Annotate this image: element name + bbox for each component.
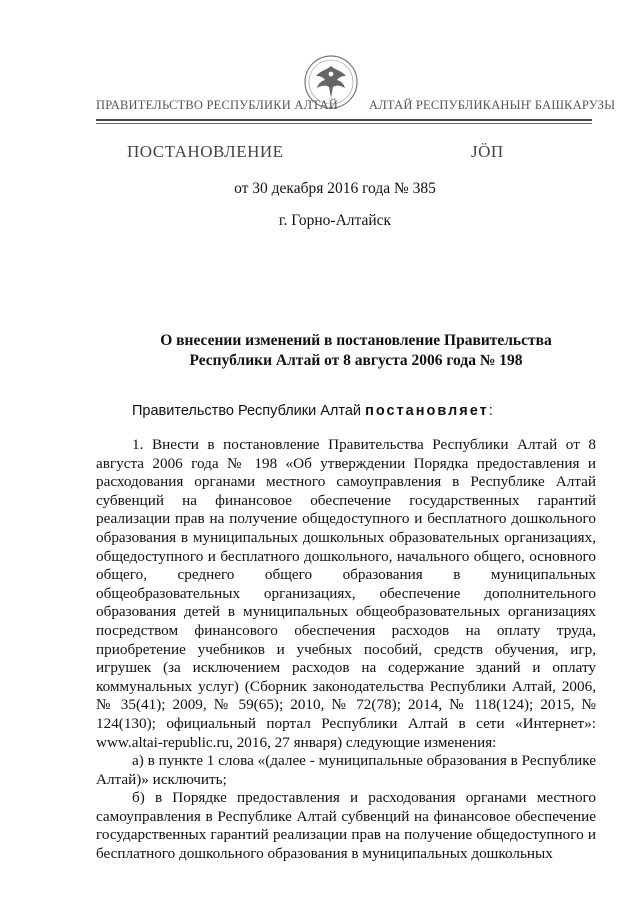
header-government-ru: ПРАВИТЕЛЬСТВО РЕСПУБЛИКИ АЛТАЙ	[96, 98, 338, 112]
paragraph-3: б) в Порядке предоставления и расходования органами местного самоуправления в Республике Алтай субвенций на финансовое обеспечение государственных гарантий реализации прав на получение общедоступного и бесплатного дошкольного образования в муниципальных дошкольных	[96, 789, 596, 863]
header-rule-thick	[96, 119, 592, 121]
preamble-end: :	[488, 403, 493, 419]
header-government-alt: АЛТАЙ РЕСПУБЛИКАНЫҤ БАШКАРУЗЫ	[369, 98, 616, 112]
document-city: г. Горно-Алтайск	[278, 212, 392, 229]
header-rule-thin	[96, 123, 592, 124]
doc-type-alt: ЈӦП	[471, 142, 504, 161]
paragraph-1: 1. Внести в постановление Правительства Республики Алтай от 8 августа 2006 года № 198 «Об утверждении Порядка предоставления и расходования органами местного самоуправления в Республике Алтай субвенций на финансовое обеспечение государственных гарантий реализации прав на получение общедоступного и бесплатного дошкольного образования в муниципальных дошкольных образовательных организациях, общедоступного и бесплатного дошкольного, начального общего, основного общего, среднего общего образования в муниципальных общеобразовательных организациях, обеспечение дополнительного образования детей в муниципальных общеобразовательных организациях посредством финансового обеспечения расходов на оплату труда, приобретение учебников и учебных пособий, средств обучения, игр, игрушек (за исключением расходов на содержание зданий и оплату коммунальных услуг) (Сборник законодательства Республики Алтай, 2006, № 35(41); 2009, № 59(65); 2010, № 72(78); 2014, № 118(124); 2015, № 124(130); официальный портал Республики Алтай в сети «Интернет»: www.altai-republic.ru, 2016, 27 января) следующие изменения:	[96, 436, 596, 751]
preamble-lead: Правительство Республики Алтай	[132, 403, 366, 419]
paragraph-2: а) в пункте 1 слова «(далее - муниципальные образования в Республике Алтай)» исключить;	[96, 752, 596, 788]
title-line-1: О внесении изменений в постановление Правительства	[160, 332, 552, 349]
title-line-2: Республики Алтай от 8 августа 2006 года № 198	[189, 352, 523, 369]
preamble	[132, 403, 493, 419]
document-title	[96, 331, 616, 371]
document-body	[96, 436, 596, 864]
document-date-number: от 30 декабря 2016 года № 385	[234, 180, 436, 197]
preamble-verb: постановляет	[365, 403, 489, 419]
doc-type-ru: ПОСТАНОВЛЕНИЕ	[127, 142, 284, 161]
